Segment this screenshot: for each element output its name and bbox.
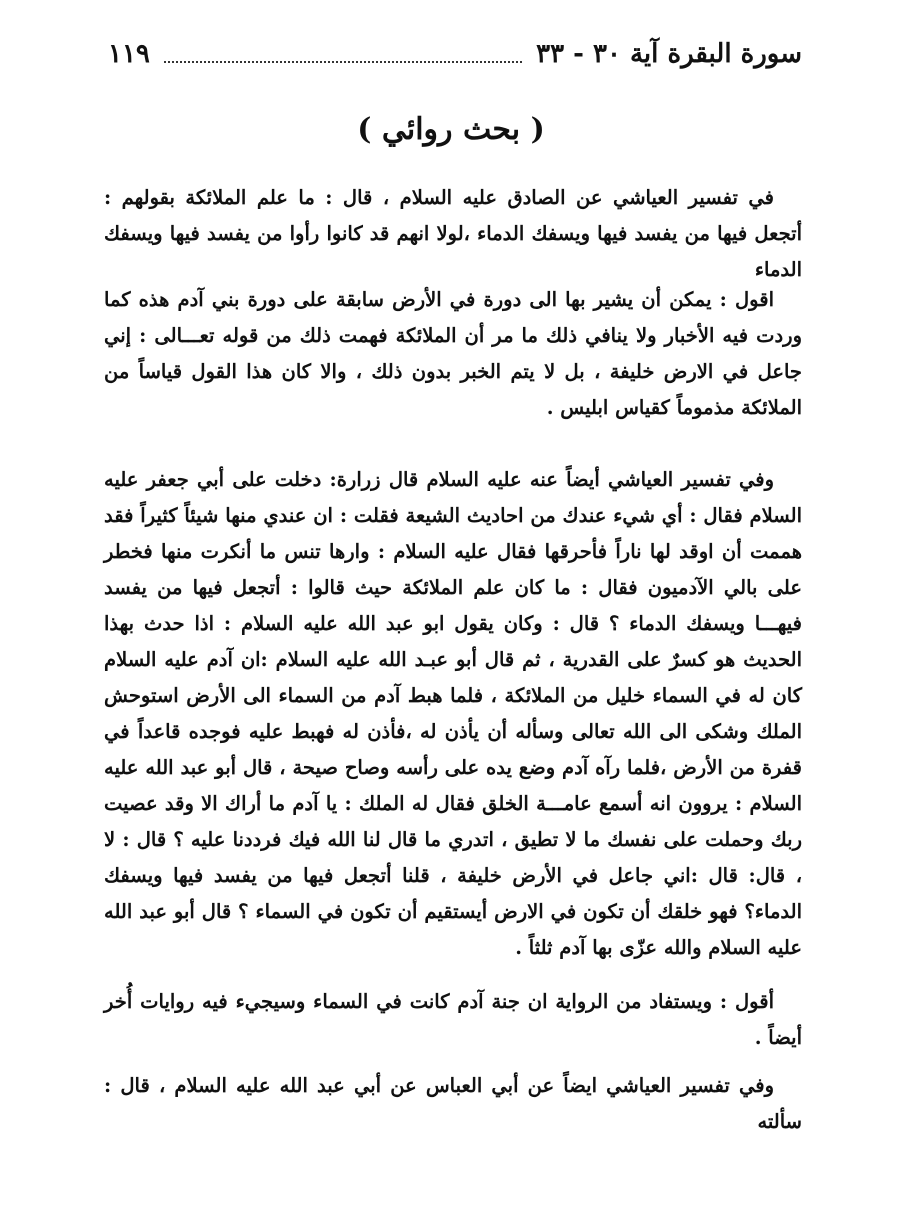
paragraph-4-lead: أقول : (719, 990, 774, 1013)
page-number: ١١٩ (108, 39, 150, 69)
section-title: ( بحث روائي ) (357, 112, 545, 147)
paragraph-5 (104, 1068, 802, 1140)
paragraph-1 (104, 180, 802, 288)
header-dotted-leader (164, 61, 522, 63)
paragraph-4 (104, 984, 802, 1056)
header-title: سورة البقرة آية ٣٠ - ٣٣ (536, 39, 802, 69)
paragraph-5-text: وفي تفسير العياشي ايضاً عن أبي العباس عن أبي عبد الله عليه السلام ، قال : سألته (104, 1074, 802, 1133)
paragraph-1-text: في تفسير العياشي عن الصادق عليه السلام ، قال : ما علم الملائكة بقولهم : أتجعل فيها من يفسد فيها ويسفك الدماء ،لولا انهم قد كانوا رأوا من يفسد فيها ويسفك الدماء (104, 186, 802, 281)
paragraph-2 (104, 282, 802, 426)
paragraph-4-text: ويستفاد من الرواية ان جنة آدم كانت في السماء وسيجيء فيه روايات أُخر أيضاً . (104, 990, 802, 1049)
paragraph-2-text: يمكن أن يشير بها الى دورة في الأرض سابقة على دورة بني آدم هذه كما وردت فيه الأخبار ولا ينافي ذلك ما مر أن الملائكة فهمت ذلك من قوله تعـــالى : إني جاعل في الارض خليفة ، بل لا يتم الخبر بدون ذلك ، والا كان هذا القول قياساً من الملائكة مذموماً كقياس ابليس . (104, 288, 802, 419)
paragraph-2-lead: اقول : (719, 288, 774, 311)
paragraph-3 (104, 462, 802, 966)
paragraph-3-text: وفي تفسير العياشي أيضاً عنه عليه السلام قال زرارة: دخلت على أبي جعفر عليه السلام فقال : أي شيء عندك من احاديث الشيعة فقلت : ان عندي منها شيئاً كثيراً فقد هممت أن اوقد لها ناراً فأحرقها فقال عليه السلام : وارها تنس ما أنكرت منها فخطر على بالي الآدميون فقال : ما كان علم الملائكة حيث قالوا : أتجعل فيها من يفسد فيهـــا ويسفك الدماء ؟ قال : وكان يقول ابو عبد الله عليه السلام : اذا حدث بهذا الحديث هو كسرٌ على القدرية ، ثم قال أبو عبـد الله عليه السلام :ان آدم عليه السلام كان له في السماء خليل من الملائكة ، فلما هبط آدم من السماء الى الأرض استوحش الملك وشكى الى الله تعالى وسأله أن يأذن له ،فأذن له فهبط عليه فوجده قاعداً في قفرة من الأرض ،فلما رآه آدم وضع يده على رأسه وصاح صيحة ، قال أبو عبد الله عليه السلام : يروون انه أسمع عامـــة الخلق فقال له الملك : يا آدم ما أراك الا وقد عصيت ربك وحملت على نفسك ما لا تطيق ، اتدري ما قال لنا الله فيك فرددنا عليه ؟ قال : لا ، قال: قال :اني جاعل في الأرض خليفة ، قلنا أتجعل فيها من يفسد فيها ويسفك الدماء؟ فهو خلقك أن تكون في الارض أيستقيم أن تكون في السماء ؟ قال أبو عبد الله عليه السلام والله عزّى بها آدم ثلثاً . (104, 468, 802, 959)
running-header (108, 34, 802, 74)
